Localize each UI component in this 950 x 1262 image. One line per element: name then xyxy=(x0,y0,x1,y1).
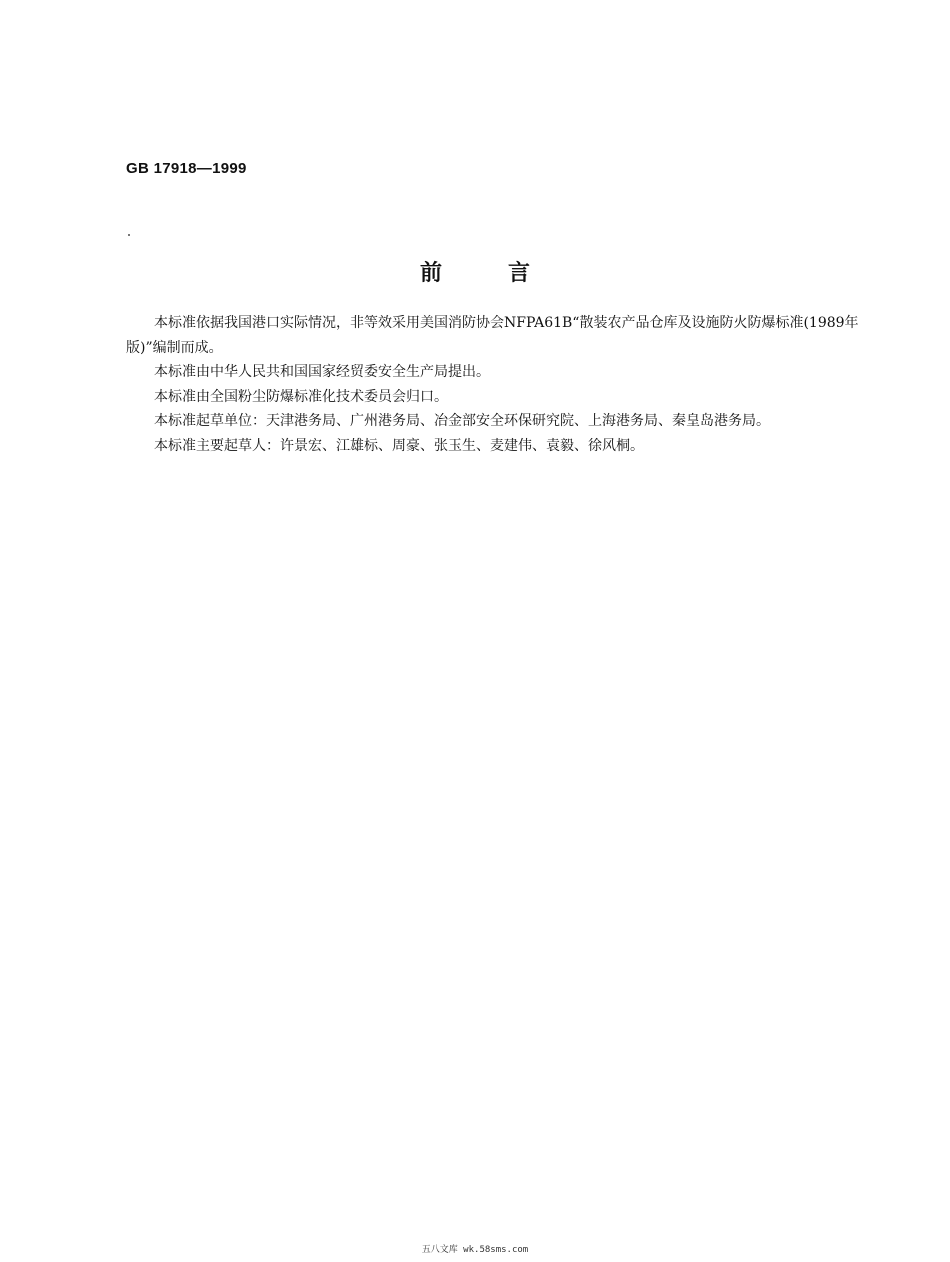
foreword-paragraph: 本标准主要起草人：许景宏、江雄标、周豪、张玉生、麦建伟、袁毅、徐风桐。 xyxy=(154,437,644,454)
foreword-body xyxy=(126,311,876,458)
foreword-paragraph: 本标准由全国粉尘防爆标准化技术委员会归口。 xyxy=(154,388,448,405)
foreword-paragraph: 本标准起草单位：天津港务局、广州港务局、冶金部安全环保研究院、上海港务局、秦皇岛港务局。 xyxy=(154,413,770,429)
standard-code: GB 17918—1999 xyxy=(126,160,247,177)
foreword-paragraph: 本标准依据我国港口实际情况，非等效采用美国消防协会NFPA61B“散装农产品仓库及设施防火防爆标准(1989年版)”编制而成。 xyxy=(126,315,859,356)
foreword-title-left: 前 xyxy=(419,261,442,286)
foreword-title xyxy=(0,256,950,287)
scan-dot xyxy=(128,234,130,236)
footer-watermark: 五八文库 wk.58sms.com xyxy=(421,1245,529,1255)
foreword-paragraph: 本标准由中华人民共和国国家经贸委安全生产局提出。 xyxy=(154,364,490,380)
foreword-title-right: 言 xyxy=(508,261,531,286)
